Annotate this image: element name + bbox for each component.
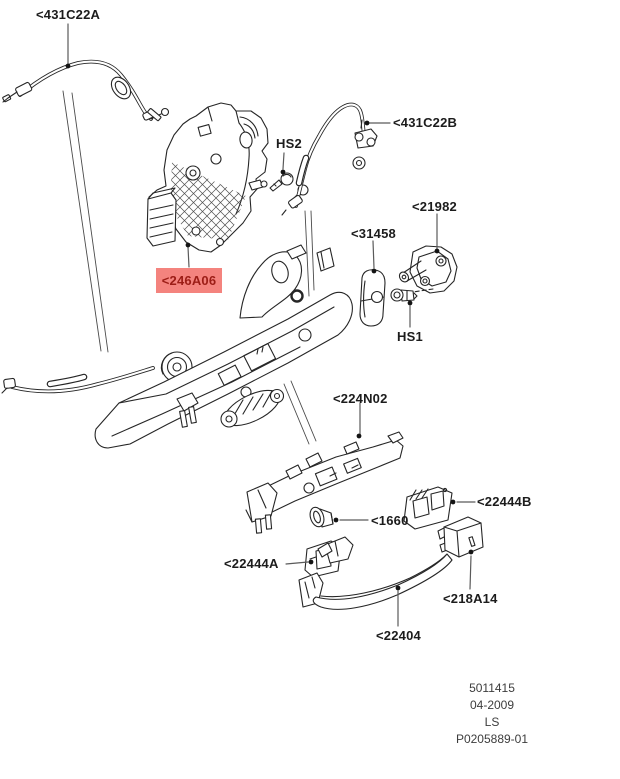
hs2-screw-drawing: [270, 173, 293, 191]
cable-431c22b-drawing: [282, 105, 377, 215]
part-label-hs2[interactable]: HS2: [276, 136, 302, 151]
end-cap-218a14-drawing: [438, 517, 483, 557]
part-label-1660[interactable]: <1660: [371, 513, 409, 528]
part-label-22404[interactable]: <22404: [376, 628, 421, 643]
part-label-431c22a[interactable]: <431C22A: [36, 7, 101, 22]
hs1-bolt-drawing: [391, 289, 417, 301]
part-label-31458[interactable]: <31458: [351, 226, 396, 241]
part-label-224n02[interactable]: <224N02: [333, 391, 388, 406]
part-label-hs1[interactable]: HS1: [397, 329, 423, 344]
part-label-22444b[interactable]: <22444B: [477, 494, 532, 509]
plate-22444b-drawing: [404, 487, 452, 529]
part-label-21982[interactable]: <21982: [412, 199, 457, 214]
plug-31458-drawing: [360, 270, 385, 326]
part-label-22444a[interactable]: <22444A: [224, 556, 279, 571]
plate-info-block: [412, 680, 572, 748]
striker-21982-drawing: [398, 246, 457, 293]
part-label-431c22b[interactable]: <431C22B: [393, 115, 458, 130]
plate-number: P0205889-01: [455, 732, 529, 746]
cable-431c22a-drawing: [2, 62, 168, 121]
pin-1660-drawing: [308, 505, 333, 528]
catalog-date: 04-2009: [469, 698, 515, 712]
part-label-246a06-selected[interactable]: <246A06: [156, 268, 222, 293]
catalog-number: 5011415: [469, 681, 515, 695]
model-code: LS: [484, 715, 500, 729]
part-label-218a14[interactable]: <218A14: [443, 591, 498, 606]
